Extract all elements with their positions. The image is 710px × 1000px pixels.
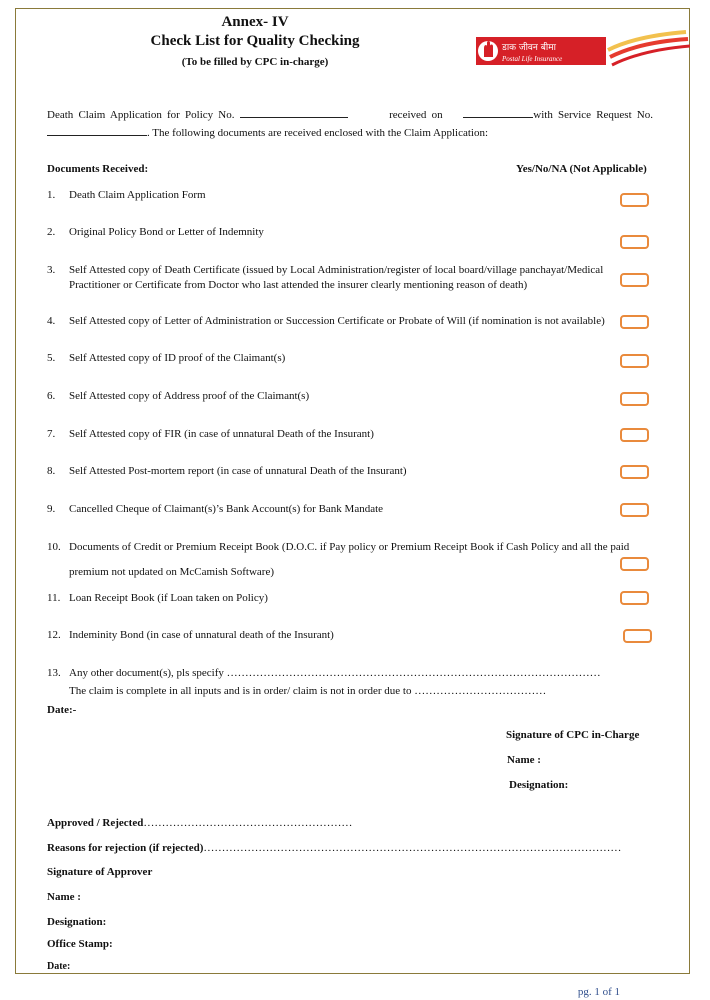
logo-english-text: Postal Life Insurance [502, 55, 563, 63]
cpc-signature-label: Signature of CPC in-Charge [506, 729, 640, 741]
page-subtitle: (To be filled by CPC in-charge) [181, 56, 329, 68]
documents-received-label: Documents Received: [47, 163, 149, 175]
approver-signature-label: Signature of Approver [47, 866, 153, 878]
policy-number-blank[interactable] [240, 106, 348, 118]
rejection-reasons-label: Reasons for rejection (if rejected) [47, 842, 204, 854]
intro-part3: with Service Request No. [533, 109, 654, 121]
approved-rejected-dots[interactable]: ………………………………………………… [143, 817, 353, 829]
received-date-blank[interactable] [463, 106, 533, 118]
intro-part2: received on [389, 109, 443, 121]
page-border [15, 8, 690, 974]
checkbox-item-6[interactable] [620, 392, 649, 406]
approved-rejected-label: Approved / Rejected [47, 817, 144, 829]
checkbox-item-2[interactable] [620, 235, 649, 249]
approver-name-label: Name : [47, 891, 81, 903]
logo-hindi-text: डाक जीवन बीमा [502, 43, 556, 53]
logo-swoosh [606, 30, 690, 70]
cpc-name-label: Name : [507, 754, 541, 766]
postal-life-insurance-logo [476, 37, 606, 65]
approved-rejected-row [47, 817, 352, 829]
checkbox-item-12[interactable] [623, 629, 652, 643]
checkbox-item-9[interactable] [620, 503, 649, 517]
checkbox-item-11[interactable] [620, 591, 649, 605]
approver-date-label: Date: [47, 961, 71, 972]
checkbox-item-5[interactable] [620, 354, 649, 368]
cpc-designation-label: Designation: [509, 779, 569, 791]
annex-label: Annex- IV [221, 14, 289, 30]
intro-part1: Death Claim Application for Policy No. [47, 109, 235, 121]
checkbox-item-8[interactable] [620, 465, 649, 479]
checkbox-item-10[interactable] [620, 557, 649, 571]
checkbox-item-1[interactable] [620, 193, 649, 207]
page-title: Check List for Quality Checking [150, 33, 360, 49]
intro-part4: . The following documents are received enclosed with the Claim Application: [147, 127, 489, 139]
rejection-reasons-dots[interactable]: …………………………………………………………………………………………………… [203, 842, 622, 854]
rejection-reasons-row [47, 842, 621, 854]
checkbox-item-3[interactable] [620, 273, 649, 287]
service-request-blank[interactable] [47, 124, 147, 136]
date-label: Date:- [47, 704, 77, 716]
page-number: pg. 1 of 1 [577, 986, 620, 998]
checkbox-item-4[interactable] [620, 315, 649, 329]
checkbox-item-7[interactable] [620, 428, 649, 442]
office-stamp-label: Office Stamp: [47, 938, 113, 950]
intro-paragraph [47, 106, 653, 142]
claim-status-note: The claim is complete in all inputs and is in order/ claim is not in order due to ……………………………… [69, 685, 547, 697]
approver-designation-label: Designation: [47, 916, 107, 928]
status-header: Yes/No/NA (Not Applicable) [516, 163, 647, 175]
